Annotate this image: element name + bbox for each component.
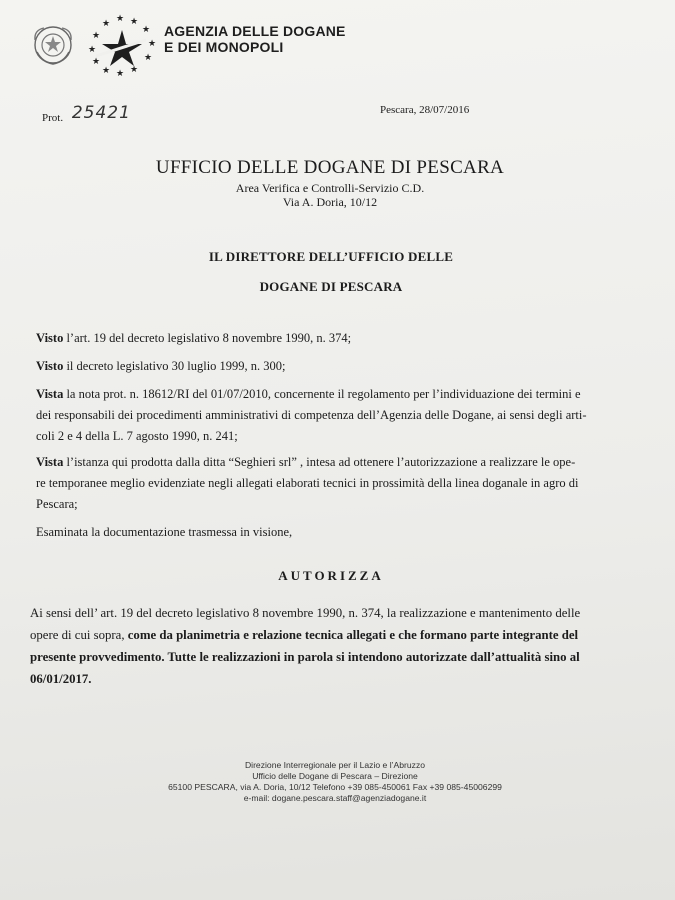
svg-text:★: ★: [88, 45, 97, 55]
office-subtitle: Area Verifica e Controlli-Servizio C.D.: [235, 181, 425, 195]
protocol-label: Prot.: [42, 112, 64, 124]
place-date: Pescara, 28/07/2016: [380, 104, 470, 116]
svg-text:★: ★: [102, 19, 111, 29]
premise-3-line2: dei responsabili dei procedimenti amministrativi di competenza dell’Agenzia delle Dogane, ai sensi degli arti-: [36, 408, 587, 422]
protocol-number: 25421: [71, 103, 131, 123]
svg-text:★: ★: [92, 31, 101, 41]
svg-text:★: ★: [92, 57, 101, 67]
director-heading-line1: IL DIRETTORE DELL’UFFICIO DELLE: [208, 249, 454, 264]
footer-email: e-mail: dogane.pescara.staff@agenziadogane.it: [243, 793, 427, 803]
svg-text:★: ★: [142, 25, 151, 35]
premise-3-lead: Vista: [36, 387, 64, 401]
final-line4: 06/01/2017.: [30, 672, 92, 686]
agency-name-line1: AGENZIA DELLE DOGANE: [164, 23, 346, 39]
premise-2: [36, 356, 636, 377]
protocol: [42, 103, 131, 126]
examined-line: Esaminata la documentazione trasmessa in visione,: [36, 525, 293, 539]
office-subtitle-block: [0, 181, 660, 209]
premise-4-line1: l’istanza qui prodotta dalla ditta “Seghieri srl” , intesa ad ottenere l’autorizzazione a realizzare le ope-: [63, 455, 576, 469]
premise-1-text: l’art. 19 del decreto legislativo 8 novembre 1990, n. 374;: [63, 331, 352, 345]
svg-text:★: ★: [116, 14, 125, 24]
svg-text:★: ★: [116, 69, 125, 78]
italian-emblem-icon: [30, 22, 76, 68]
office-address: Via A. Doria, 10/12: [282, 195, 378, 209]
final-line1: Ai sensi dell’ art. 19 del decreto legislativo 8 novembre 1990, n. 374, la realizzazione e mantenimento delle: [30, 606, 581, 620]
footer-line3: 65100 PESCARA, via A. Doria, 10/12 Telefono +39 085-450061 Fax +39 085-45006299: [168, 782, 502, 792]
svg-text:★: ★: [148, 39, 157, 49]
agency-name: [164, 23, 346, 55]
premise-4-line2: re temporanee meglio evidenziate negli allegati elaborati tecnici in prossimità della linea doganale in agro di: [36, 476, 579, 490]
svg-text:★: ★: [102, 66, 111, 76]
svg-text:★: ★: [130, 17, 139, 27]
svg-text:★: ★: [144, 53, 153, 63]
premise-4: [36, 452, 646, 515]
svg-text:★: ★: [130, 65, 139, 75]
footer: [0, 760, 670, 804]
premise-3-line3: coli 2 e 4 della L. 7 agosto 1990, n. 241;: [36, 429, 238, 443]
final-line3: presente provvedimento. Tutte le realizzazioni in parola si intendono autorizzate dall’attualità sino al: [30, 650, 580, 664]
final-line2-bold: come da planimetria e relazione tecnica allegati e che formano parte integrante del: [127, 628, 579, 642]
decision-heading: AUTORIZZA: [278, 568, 384, 583]
premise-3: [36, 384, 646, 447]
final-paragraph: [30, 602, 640, 690]
premise-2-text: il decreto legislativo 30 luglio 1999, n. 300;: [63, 359, 286, 373]
agency-stars-logo-icon: [86, 12, 158, 78]
premise-1-lead: Visto: [36, 331, 64, 345]
footer-line2: Ufficio delle Dogane di Pescara – Direzione: [252, 771, 418, 781]
premise-4-line3: Pescara;: [36, 497, 78, 511]
office-title: UFFICIO DELLE DOGANE DI PESCARA: [155, 157, 505, 178]
premise-4-lead: Vista: [36, 455, 64, 469]
final-line2-normal: opere di cui sopra,: [30, 628, 128, 642]
director-heading-line2: DOGANE DI PESCARA: [259, 279, 403, 294]
footer-line1: Direzione Interregionale per il Lazio e l’Abruzzo: [244, 760, 426, 770]
agency-name-line2: E DEI MONOPOLI: [164, 39, 284, 55]
premise-1: [36, 328, 636, 349]
premise-2-lead: Visto: [36, 359, 64, 373]
premise-3-line1: la nota prot. n. 18612/RI del 01/07/2010, concernente il regolamento per l’individuazione dei termini e: [63, 387, 581, 401]
